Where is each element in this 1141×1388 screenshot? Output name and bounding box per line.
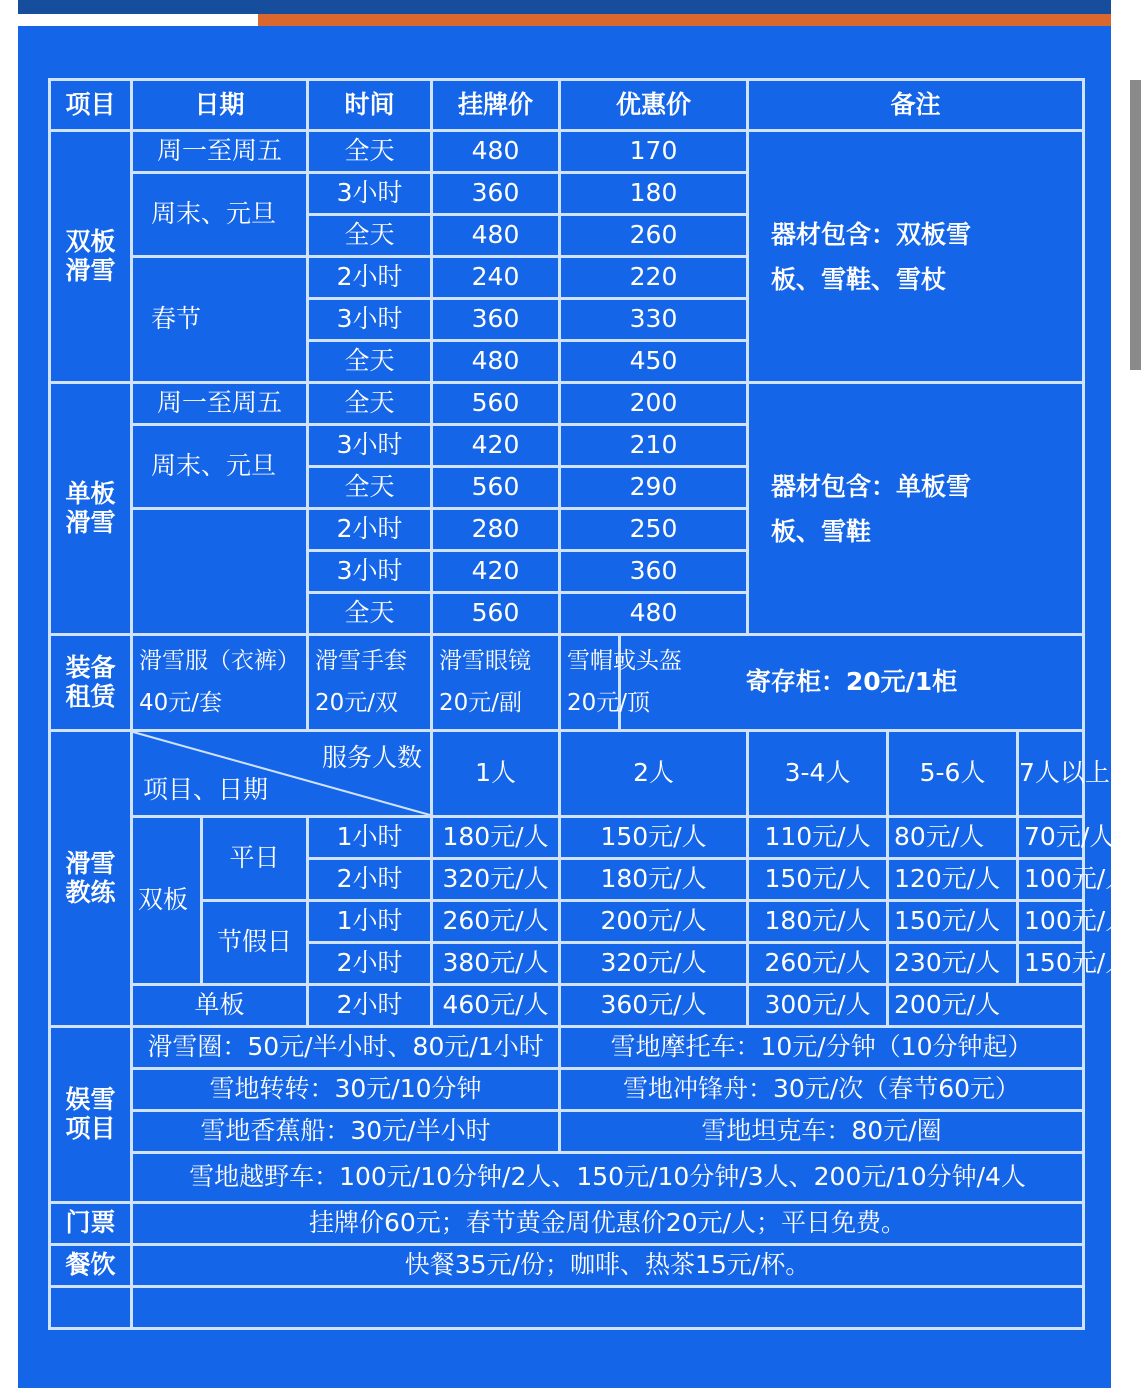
equipment-category: 装备 租赁 — [50, 635, 132, 731]
double-promo-5: 330 — [560, 299, 748, 341]
coach-price-2-5: 100元/人 — [1018, 859, 1084, 901]
single-weekday-label: 周一至周五 — [132, 383, 308, 425]
double-board-category: 双板 滑雪 — [50, 131, 132, 383]
double-list-4: 240 — [432, 257, 560, 299]
coach-price-5-2: 360元/人 — [560, 985, 748, 1027]
double-time-3: 全天 — [308, 215, 432, 257]
coach-category: 滑雪 教练 — [50, 731, 132, 1027]
header-time: 时间 — [308, 80, 432, 131]
coach-corner-item: 项目、日期 — [143, 775, 269, 805]
coach-price-1-4: 80元/人 — [888, 817, 1018, 859]
coach-time-5: 2小时 — [308, 985, 432, 1027]
equipment-row — [50, 635, 1084, 731]
coach-price-3-3: 180元/人 — [748, 901, 888, 943]
coach-holiday-label: 节假日 — [202, 901, 308, 985]
tickets-row — [50, 1203, 1084, 1245]
coach-people-4: 5-6人 — [888, 731, 1018, 817]
double-promo-4: 220 — [560, 257, 748, 299]
fun-row-3 — [50, 1111, 1084, 1153]
double-spring-label: 春节 — [132, 257, 308, 383]
single-empty-date — [132, 509, 308, 635]
coach-price-4-3: 260元/人 — [748, 943, 888, 985]
double-row-1 — [50, 131, 1084, 173]
coach-time-1: 1小时 — [308, 817, 432, 859]
double-time-1: 全天 — [308, 131, 432, 173]
double-board-note: 器材包含：双板雪 板、雪鞋、雪杖 — [748, 131, 1084, 383]
header-notes: 备注 — [748, 80, 1084, 131]
header-row — [50, 80, 1084, 131]
coach-price-2-4: 120元/人 — [888, 859, 1018, 901]
single-promo-4: 250 — [560, 509, 748, 551]
header-item: 项目 — [50, 80, 132, 131]
double-promo-1: 170 — [560, 131, 748, 173]
single-list-2: 420 — [432, 425, 560, 467]
tickets-label: 门票 — [50, 1203, 132, 1245]
coach-price-5-1: 460元/人 — [432, 985, 560, 1027]
single-time-4: 2小时 — [308, 509, 432, 551]
top-stripe-orange — [258, 14, 1111, 26]
single-time-1: 全天 — [308, 383, 432, 425]
snowboard-note: 器材包含：单板雪 板、雪鞋 — [748, 383, 1084, 635]
single-promo-1: 200 — [560, 383, 748, 425]
fun-row-1 — [50, 1027, 1084, 1069]
coach-price-4-2: 320元/人 — [560, 943, 748, 985]
coach-price-4-1: 380元/人 — [432, 943, 560, 985]
coach-price-3-2: 200元/人 — [560, 901, 748, 943]
double-promo-3: 260 — [560, 215, 748, 257]
double-time-6: 全天 — [308, 341, 432, 383]
fun-row-2 — [50, 1069, 1084, 1111]
double-list-3: 480 — [432, 215, 560, 257]
header-date: 日期 — [132, 80, 308, 131]
coach-price-1-2: 150元/人 — [560, 817, 748, 859]
single-promo-5: 360 — [560, 551, 748, 593]
coach-double-label: 双板 — [132, 817, 202, 985]
coach-time-4: 2小时 — [308, 943, 432, 985]
coach-time-3: 1小时 — [308, 901, 432, 943]
coach-price-2-3: 150元/人 — [748, 859, 888, 901]
cut-off-cell-wide — [132, 1287, 1084, 1329]
header-list-price: 挂牌价 — [432, 80, 560, 131]
double-time-2: 3小时 — [308, 173, 432, 215]
top-stripe-dark — [18, 0, 1111, 14]
coach-corner-people: 服务人数 — [322, 743, 423, 772]
equipment-suit: 滑雪服（衣裤） 40元/套 — [132, 635, 308, 731]
fun-item-7: 雪地越野车：100元/10分钟/2人、150元/10分钟/3人、200元/10分钟/4人 — [132, 1153, 1084, 1203]
coach-row-3 — [50, 901, 1084, 943]
single-time-6: 全天 — [308, 593, 432, 635]
cut-off-row — [50, 1287, 1084, 1329]
coach-price-2-1: 320元/人 — [432, 859, 560, 901]
coach-people-5: 7人以上 — [1018, 731, 1084, 817]
coach-corner-cell — [132, 731, 432, 817]
double-time-5: 3小时 — [308, 299, 432, 341]
single-weekend-label: 周末、元旦 — [132, 425, 308, 509]
food-text: 快餐35元/份；咖啡、热茶15元/杯。 — [132, 1245, 1084, 1287]
fun-row-4 — [50, 1153, 1084, 1203]
single-promo-3: 290 — [560, 467, 748, 509]
coach-price-2-2: 180元/人 — [560, 859, 748, 901]
coach-row-5 — [50, 985, 1084, 1027]
cut-off-cell — [50, 1287, 132, 1329]
single-time-2: 3小时 — [308, 425, 432, 467]
single-promo-6: 480 — [560, 593, 748, 635]
single-list-4: 280 — [432, 509, 560, 551]
coach-header-row — [50, 731, 1084, 817]
price-poster — [18, 0, 1131, 1388]
coach-price-5-3: 300元/人 — [748, 985, 888, 1027]
single-list-1: 560 — [432, 383, 560, 425]
coach-weekday-label: 平日 — [202, 817, 308, 901]
double-weekend-label: 周末、元旦 — [132, 173, 308, 257]
double-weekday-label: 周一至周五 — [132, 131, 308, 173]
food-row — [50, 1245, 1084, 1287]
single-promo-2: 210 — [560, 425, 748, 467]
coach-time-2: 2小时 — [308, 859, 432, 901]
fun-item-2: 雪地摩托车：10元/分钟（10分钟起） — [560, 1027, 1084, 1069]
coach-single-label: 单板 — [132, 985, 308, 1027]
fun-item-1: 滑雪圈：50元/半小时、80元/1小时 — [132, 1027, 560, 1069]
fun-item-6: 雪地坦克车：80元/圈 — [560, 1111, 1084, 1153]
fun-item-4: 雪地冲锋舟：30元/次（春节60元） — [560, 1069, 1084, 1111]
coach-price-4-4: 230元/人 — [888, 943, 1018, 985]
equipment-gloves: 滑雪手套 20元/双 — [308, 635, 432, 731]
coach-price-4-5: 150元/人 — [1018, 943, 1084, 985]
locker-price: 寄存柜：20元/1柜 — [620, 635, 1084, 731]
tickets-text: 挂牌价60元；春节黄金周优惠价20元/人；平日免费。 — [132, 1203, 1084, 1245]
single-list-3: 560 — [432, 467, 560, 509]
coach-price-3-4: 150元/人 — [888, 901, 1018, 943]
double-time-4: 2小时 — [308, 257, 432, 299]
coach-price-3-1: 260元/人 — [432, 901, 560, 943]
double-list-1: 480 — [432, 131, 560, 173]
coach-people-2: 2人 — [560, 731, 748, 817]
single-time-5: 3小时 — [308, 551, 432, 593]
fun-category: 娱雪 项目 — [50, 1027, 132, 1203]
fun-item-5: 雪地香蕉船：30元/半小时 — [132, 1111, 560, 1153]
coach-price-1-5: 70元/人 — [1018, 817, 1084, 859]
double-promo-2: 180 — [560, 173, 748, 215]
price-table — [48, 78, 1131, 1330]
coach-price-5-4: 200元/人 — [888, 985, 1084, 1027]
equipment-goggles: 滑雪眼镜 20元/副 — [432, 635, 560, 731]
coach-price-1-3: 110元/人 — [748, 817, 888, 859]
single-time-3: 全天 — [308, 467, 432, 509]
double-list-2: 360 — [432, 173, 560, 215]
coach-row-1 — [50, 817, 1084, 859]
coach-people-1: 1人 — [432, 731, 560, 817]
fun-item-3: 雪地转转：30元/10分钟 — [132, 1069, 560, 1111]
double-list-6: 480 — [432, 341, 560, 383]
equipment-helmet: 雪帽或头盔 20元/顶 — [560, 635, 620, 731]
header-promo-price: 优惠价 — [560, 80, 748, 131]
single-list-5: 420 — [432, 551, 560, 593]
top-stripe-white — [18, 14, 258, 26]
food-label: 餐饮 — [50, 1245, 132, 1287]
coach-price-3-5: 100元/人 — [1018, 901, 1084, 943]
double-promo-6: 450 — [560, 341, 748, 383]
side-scrollbar — [1130, 80, 1141, 370]
single-list-6: 560 — [432, 593, 560, 635]
coach-price-1-1: 180元/人 — [432, 817, 560, 859]
double-list-5: 360 — [432, 299, 560, 341]
single-row-1 — [50, 383, 1084, 425]
snowboard-category: 单板 滑雪 — [50, 383, 132, 635]
coach-people-3: 3-4人 — [748, 731, 888, 817]
